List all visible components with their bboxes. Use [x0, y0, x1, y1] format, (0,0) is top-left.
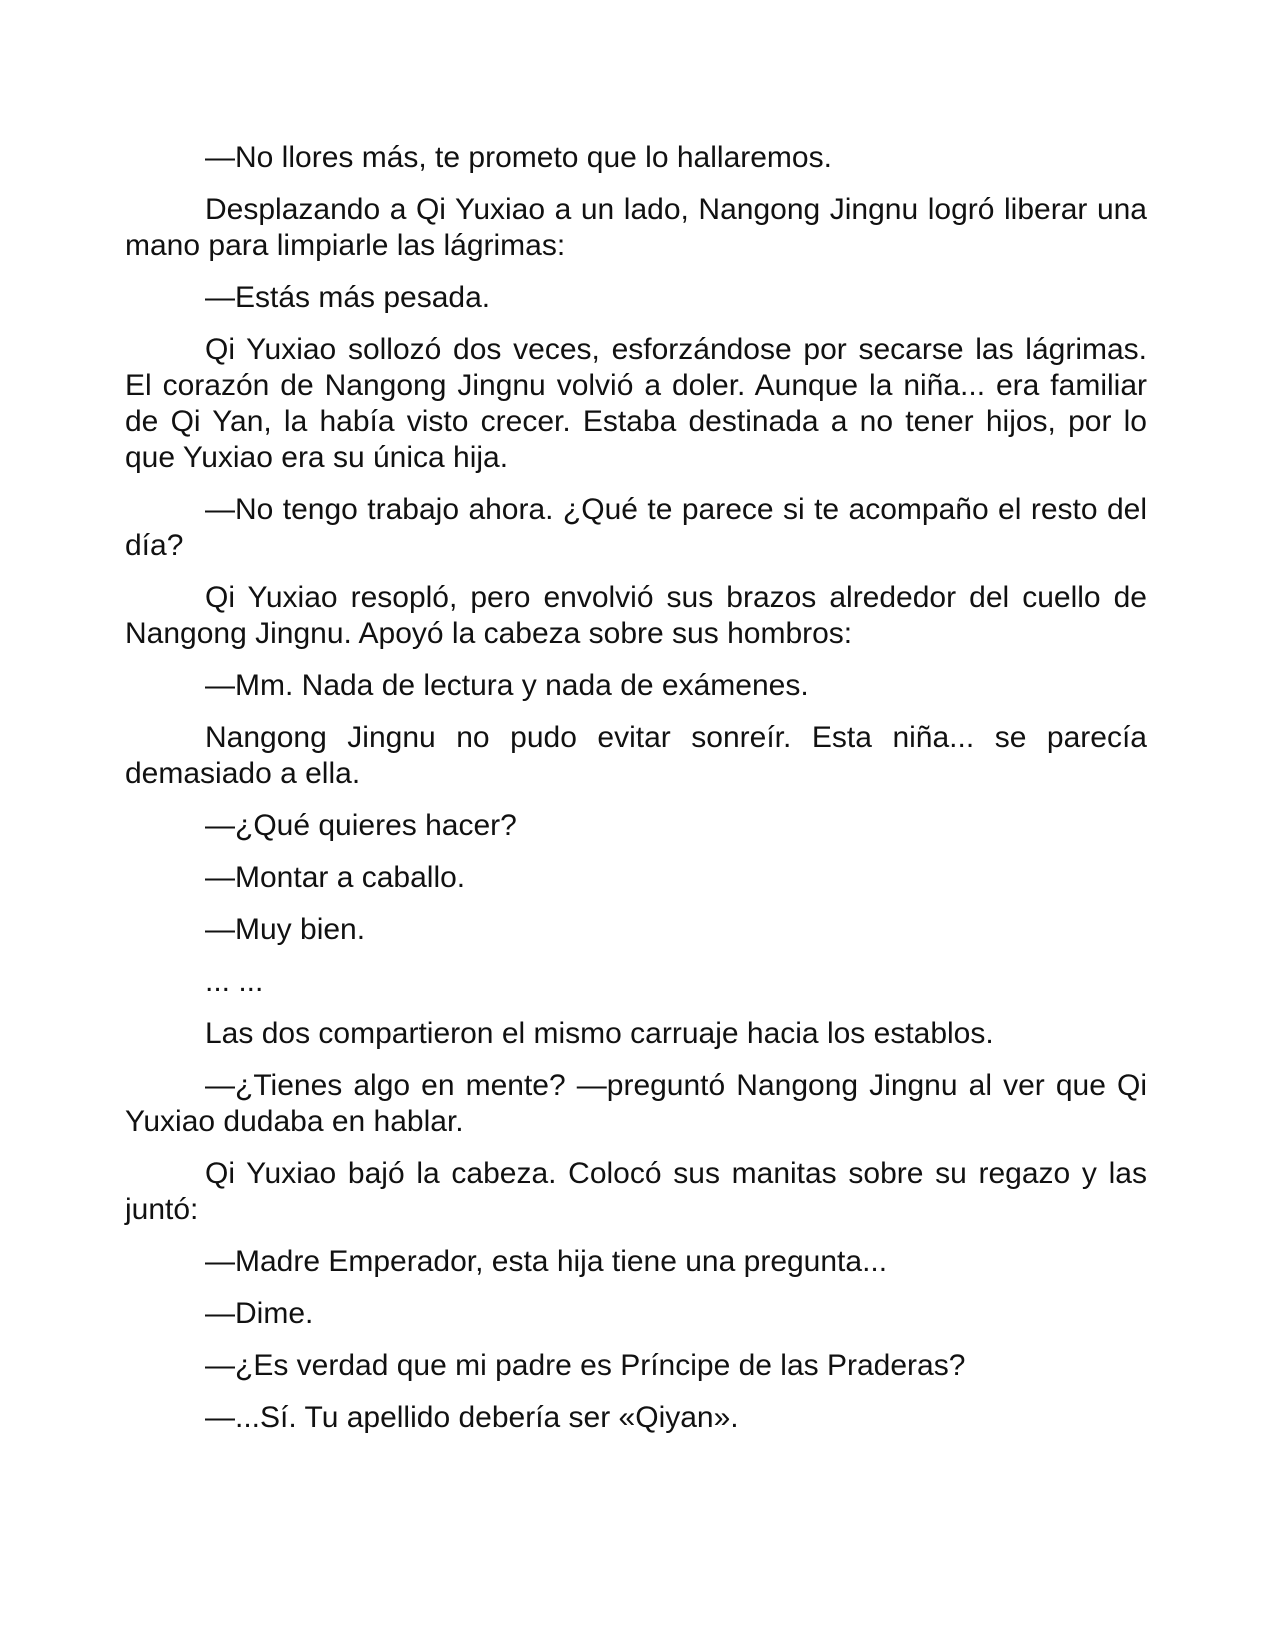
paragraph: Las dos compartieron el mismo carruaje hacia los establos. [205, 1017, 994, 1050]
paragraph: —Estás más pesada. [205, 281, 491, 314]
paragraph: Qi Yuxiao bajó la cabeza. Colocó sus manitas sobre su regazo y las juntó: [125, 1157, 1147, 1226]
paragraph: Desplazando a Qi Yuxiao a un lado, Nangong Jingnu logró liberar una mano para limpiarle las lágrimas: [125, 193, 1147, 262]
paragraph: —Muy bien. [205, 913, 366, 946]
paragraph: —No tengo trabajo ahora. ¿Qué te parece si te acompaño el resto del día? [125, 493, 1147, 562]
paragraph: —No llores más, te prometo que lo hallaremos. [205, 141, 832, 174]
document-page [125, 140, 1147, 1452]
paragraph: —¿Qué quieres hacer? [205, 809, 517, 842]
paragraph: Qi Yuxiao resopló, pero envolvió sus brazos alrededor del cuello de Nangong Jingnu. Apoyó la cabeza sobre sus hombros: [125, 581, 1147, 650]
paragraph: Qi Yuxiao sollozó dos veces, esforzándose por secarse las lágrimas. El corazón de Nangong Jingnu volvió a doler. Aunque la niña... era familiar de Qi Yan, la había visto crecer. Estaba destinada a no tener hijos, por lo que Yuxiao era su única hija. [125, 333, 1147, 474]
paragraph: —Montar a caballo. [205, 861, 466, 894]
paragraph: —Dime. [205, 1297, 314, 1330]
paragraph: —Madre Emperador, esta hija tiene una pregunta... [205, 1245, 888, 1278]
paragraph: —¿Es verdad que mi padre es Príncipe de las Praderas? [205, 1349, 966, 1382]
paragraph: —...Sí. Tu apellido debería ser «Qiyan». [205, 1401, 739, 1434]
paragraph: —¿Tienes algo en mente? —preguntó Nangong Jingnu al ver que Qi Yuxiao dudaba en hablar. [125, 1069, 1147, 1138]
paragraph: —Mm. Nada de lectura y nada de exámenes. [205, 669, 809, 702]
paragraph: Nangong Jingnu no pudo evitar sonreír. Esta niña... se parecía demasiado a ella. [125, 721, 1147, 790]
scene-break: ... ... [205, 965, 264, 998]
